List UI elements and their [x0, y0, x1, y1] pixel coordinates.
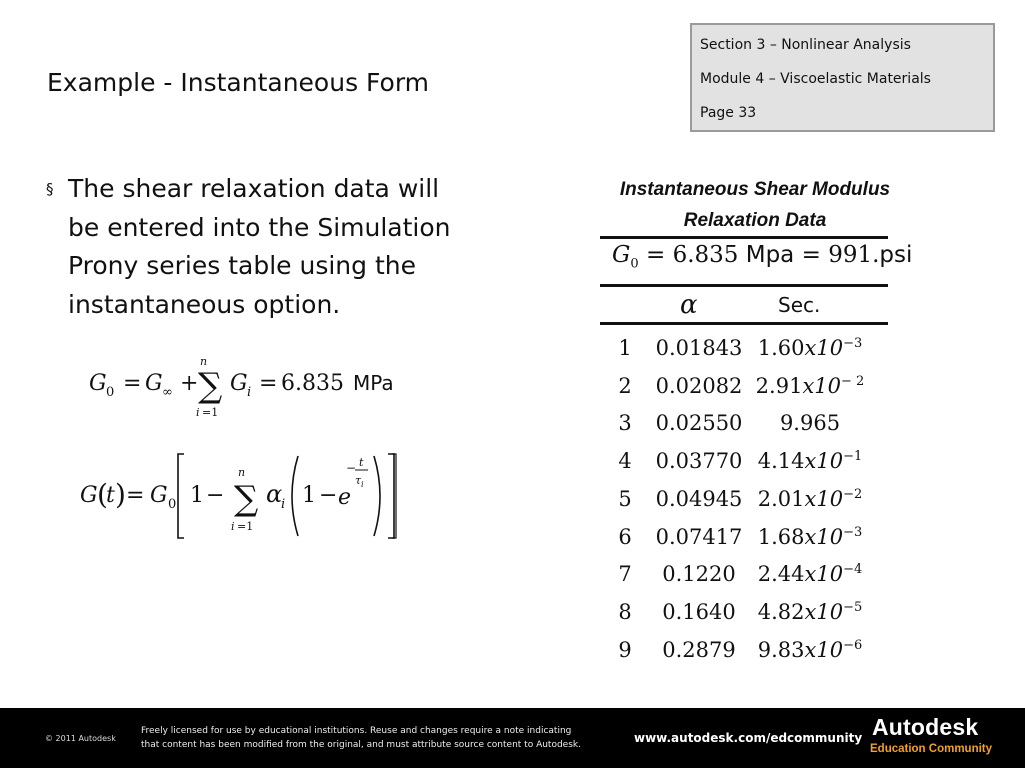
- row-tau: [755, 411, 865, 435]
- svg-text:∑: ∑: [198, 366, 223, 406]
- svg-text:−: −: [206, 483, 225, 508]
- tau-exponent: −5: [843, 599, 863, 615]
- svg-text:0: 0: [168, 497, 177, 512]
- row-index: 9: [618, 637, 632, 662]
- svg-text:i: i: [361, 480, 364, 489]
- row-tau: [755, 449, 865, 473]
- row-tau: [755, 374, 865, 398]
- tau-times-ten: x10: [802, 373, 842, 398]
- svg-text:t: t: [106, 483, 115, 508]
- module-label: Module 4 – Viscoelastic Materials: [700, 71, 931, 87]
- svg-text:=: =: [259, 371, 278, 396]
- svg-text:e: e: [338, 485, 352, 510]
- svg-text:=1: =1: [202, 406, 219, 419]
- g0-mpa-unit: Mpa: [745, 242, 795, 268]
- tau-times-ten: x10: [804, 562, 844, 587]
- row-index: 5: [618, 486, 632, 511]
- tau-exponent: −3: [843, 524, 863, 540]
- table-row: [600, 638, 890, 676]
- equation-g0-sum: [85, 352, 415, 424]
- svg-text:G: G: [150, 483, 168, 508]
- table-row: [600, 525, 890, 563]
- svg-text:(: (: [97, 478, 108, 511]
- row-index: 7: [618, 562, 632, 587]
- bullet-line: Prony series table using the: [68, 251, 416, 280]
- svg-text:∑: ∑: [234, 479, 259, 519]
- column-header-alpha: α: [680, 290, 698, 320]
- license-text: [141, 724, 621, 752]
- svg-text:=: =: [123, 371, 142, 396]
- row-tau: [755, 638, 865, 662]
- row-index: 2: [618, 373, 632, 398]
- section-label: Section 3 – Nonlinear Analysis: [700, 37, 911, 53]
- svg-text:): ): [115, 478, 126, 511]
- bullet-text: [68, 170, 496, 324]
- tau-times-ten: x10: [804, 449, 844, 474]
- svg-text:G: G: [230, 371, 248, 396]
- tau-mantissa: 4.14: [757, 449, 805, 474]
- row-index: 6: [618, 524, 632, 549]
- table-rule-header: [600, 322, 888, 325]
- bullet-line: be entered into the Simulation: [68, 212, 451, 242]
- table-row: [600, 336, 890, 374]
- svg-text:∞: ∞: [162, 385, 173, 400]
- svg-text:n: n: [238, 466, 246, 479]
- row-alpha: 0.2879: [662, 637, 736, 662]
- svg-text:i: i: [231, 520, 235, 533]
- svg-text:=1: =1: [237, 520, 254, 533]
- bullet-line: The shear relaxation data will: [68, 174, 440, 203]
- tau-mantissa: 2.91: [755, 373, 803, 398]
- svg-text:G: G: [89, 371, 107, 396]
- row-alpha: 0.01843: [655, 336, 743, 360]
- table-rule-top: [600, 236, 888, 239]
- tau-exponent: −6: [843, 637, 863, 653]
- row-alpha: 0.04945: [655, 486, 743, 511]
- table-rule-mid: [600, 284, 888, 287]
- svg-text:α: α: [266, 480, 283, 508]
- svg-text:1: 1: [302, 483, 316, 508]
- row-alpha: 0.1220: [662, 562, 736, 587]
- row-tau: [755, 487, 865, 511]
- svg-text:−: −: [319, 483, 338, 508]
- table-row: [600, 411, 890, 449]
- svg-text:τ: τ: [355, 474, 362, 487]
- row-alpha: 0.03770: [655, 449, 743, 474]
- tau-exponent: −1: [843, 449, 863, 465]
- tau-exponent: −4: [843, 562, 863, 578]
- tau-exponent: − 2: [841, 373, 865, 389]
- tau-mantissa: 9.965: [779, 411, 841, 436]
- tau-times-ten: x10: [804, 336, 844, 360]
- svg-text:=: =: [126, 483, 145, 508]
- tau-exponent: −2: [843, 486, 863, 502]
- row-tau: [755, 562, 865, 586]
- svg-text:G: G: [145, 371, 163, 396]
- row-index: 8: [618, 599, 632, 624]
- tau-times-ten: x10: [804, 637, 844, 662]
- section-info-box: [690, 23, 995, 132]
- autodesk-logo: Autodesk: [872, 714, 979, 740]
- footer-url-link[interactable]: www.autodesk.com/edcommunity: [634, 731, 863, 745]
- svg-text:n: n: [200, 355, 208, 368]
- tau-mantissa: 4.82: [757, 599, 805, 624]
- table-title-line: Instantaneous Shear Modulus: [619, 179, 891, 200]
- row-alpha: 0.07417: [655, 524, 743, 549]
- svg-text:t: t: [359, 456, 364, 469]
- tau-mantissa: 2.44: [757, 562, 805, 587]
- license-line: Freely licensed for use by educational institutions. Reuse and changes require a note indicating: [141, 726, 572, 736]
- g0-mpa-value: 6.835: [672, 242, 739, 268]
- g0-value-line: $G_0 = 6.835$ Mpa = 991.psi: [612, 242, 913, 272]
- tau-times-ten: x10: [804, 599, 844, 624]
- table-row: [600, 600, 890, 638]
- row-tau: [755, 336, 865, 360]
- tau-mantissa: 1.60: [757, 336, 805, 360]
- svg-text:i: i: [247, 385, 252, 400]
- svg-text:1: 1: [190, 483, 204, 508]
- row-alpha: 0.1640: [662, 599, 736, 624]
- table-row: [600, 449, 890, 487]
- svg-text:i: i: [196, 406, 200, 419]
- tau-mantissa: 1.68: [757, 524, 805, 549]
- row-alpha: 0.02550: [655, 411, 743, 436]
- row-index: 3: [618, 411, 632, 436]
- slide-title: Example - Instantaneous Form: [47, 68, 430, 97]
- table-title-line: Relaxation Data: [683, 210, 827, 231]
- page-label: Page 33: [700, 105, 757, 121]
- svg-text:0: 0: [106, 385, 115, 400]
- svg-text:G: G: [80, 483, 98, 508]
- license-line: that content has been modified from the original, and must attribute source content to Autodesk.: [141, 740, 581, 750]
- row-tau: [755, 600, 865, 624]
- education-community-label: Education Community: [870, 743, 993, 755]
- g0-psi-unit: psi: [879, 242, 913, 268]
- row-alpha: 0.02082: [655, 373, 743, 398]
- bullet-line: instantaneous option.: [68, 289, 341, 319]
- table-row: [600, 374, 890, 412]
- footer-bar: [0, 708, 1025, 768]
- tau-times-ten: x10: [804, 486, 844, 511]
- eq1-unit: MPa: [353, 371, 394, 395]
- svg-text:+: +: [180, 371, 199, 396]
- table-title: [580, 174, 930, 236]
- table-row: [600, 487, 890, 525]
- tau-mantissa: 9.83: [757, 637, 805, 662]
- tau-times-ten: x10: [804, 524, 844, 549]
- row-tau: [755, 525, 865, 549]
- equation-g-of-t: [76, 448, 406, 544]
- table-row: [600, 562, 890, 600]
- column-header-sec: Sec.: [778, 293, 821, 317]
- row-index: 4: [618, 449, 632, 474]
- row-index: 1: [618, 336, 632, 360]
- svg-text:i: i: [281, 497, 286, 512]
- eq1-value: 6.835: [281, 371, 344, 396]
- bullet-icon: §: [46, 180, 54, 198]
- svg-text:−: −: [346, 461, 357, 475]
- bullet-point: [46, 170, 496, 324]
- tau-mantissa: 2.01: [757, 486, 805, 511]
- g0-psi-value: 991.: [828, 242, 880, 268]
- copyright-text: © 2011 Autodesk: [45, 734, 116, 743]
- tau-exponent: −3: [843, 336, 863, 351]
